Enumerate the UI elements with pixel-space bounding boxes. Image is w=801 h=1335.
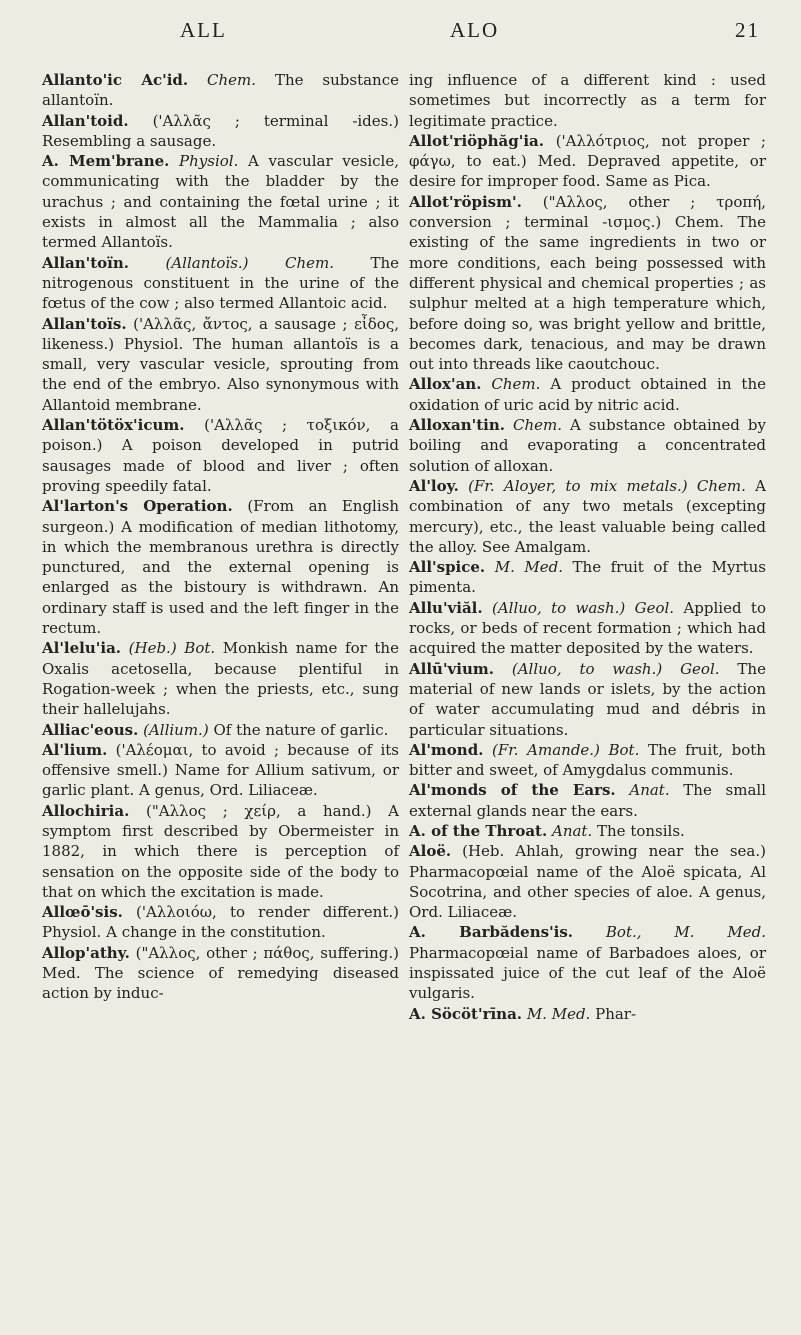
- entry-headword: Al'mond.: [409, 740, 484, 759]
- dictionary-entry: [409, 192, 766, 375]
- entry-headword: Allot'röpism'.: [409, 192, 522, 211]
- entry-label: Chem.: [512, 416, 562, 435]
- left-column: [42, 70, 399, 1004]
- dictionary-entry: [409, 374, 766, 415]
- entry-label: Anat.: [552, 821, 593, 840]
- entry-headword: Al'lelu'ia.: [42, 639, 122, 658]
- entry-definition: A product obtained in the oxidation of uric acid by nitric acid.: [409, 375, 766, 414]
- dictionary-entry: [42, 740, 399, 801]
- entry-headword: All'spice.: [409, 558, 486, 577]
- dictionary-entry: [409, 476, 766, 557]
- page-header: [0, 18, 801, 58]
- entry-definition: The nitrogenous constituent in the urine of the fœtus of the cow ; also termed Allantoic acid.: [42, 253, 399, 313]
- entry-definition: ing influence of a different kind : used sometimes but incorrectly as a term for legitimate practice.: [409, 71, 766, 130]
- dictionary-entry: [409, 821, 766, 841]
- entry-headword: Allox'an.: [409, 375, 482, 394]
- entry-definition: ('Αλλᾶς ; τοξικόν, a poison.) A poison developed in putrid sausages made of blood and liver ; often proving speedily fatal.: [42, 416, 399, 495]
- dictionary-entry: [409, 841, 766, 922]
- entry-headword: Alliac'eous.: [42, 720, 139, 739]
- page-number: 21: [735, 18, 760, 42]
- entry-definition: A vascular vesicle, communicating with the bladder by the urachus ; and containing the fœtal urine ; it exists in almost all the Mammalia ; also termed Allantoïs.: [42, 152, 399, 252]
- dictionary-entry: [42, 151, 399, 252]
- dictionary-entry: [42, 496, 399, 638]
- entry-headword: Alloxan'tin.: [409, 416, 505, 435]
- entry-definition: Phar-: [595, 1004, 637, 1023]
- entry-headword: A. of the Throat.: [409, 821, 548, 840]
- entry-label: (Fr. Amande.) Bot.: [492, 740, 640, 759]
- entry-headword: Allœō'sis.: [42, 903, 123, 922]
- dictionary-entry: [42, 943, 399, 1004]
- entry-definition: ('Αλλότριος, not proper ; φάγω, to eat.) Med. Depraved appetite, or desire for improper food. Same as Pica.: [409, 131, 766, 191]
- dictionary-entry: [42, 70, 399, 111]
- entry-definition: (Heb. Ahlah, growing near the sea.) Pharmacopœial name of the Aloë spicata, Al Socotrina, and other species of aloe. A genus, Ord. Liliaceæ.: [409, 842, 766, 922]
- dictionary-entry: [409, 922, 766, 1003]
- entry-headword: Allan'toïs.: [42, 314, 127, 333]
- entry-label: (Allantoïs.) Chem.: [165, 253, 334, 272]
- entry-headword: Allanto'ic Ac'id.: [42, 71, 189, 89]
- entry-definition: Applied to rocks, or beds of recent formation ; which had acquired the matter deposited by the waters.: [409, 598, 766, 658]
- dictionary-entry: [409, 557, 766, 598]
- entry-headword: Allochiria.: [42, 801, 130, 820]
- entry-definition: Monkish name for the Oxalis acetosella, because plentiful in Rogation-week ; when the priests, etc., sung their hallelujahs.: [42, 639, 399, 719]
- entry-headword: Allu'viăl.: [409, 598, 483, 617]
- entry-definition: A substance obtained by boiling and evaporating a concentrated solution of alloxan.: [409, 416, 766, 475]
- entry-definition: ("Αλλος, other ; πάθος, suffering.) Med. The science of remedying diseased action by induc-: [42, 943, 399, 1003]
- entry-label: Anat.: [629, 781, 670, 800]
- running-head-left: ALL: [180, 18, 227, 42]
- entry-headword: Allot'riöphăg'ia.: [409, 131, 544, 150]
- dictionary-entry: [42, 111, 399, 152]
- entry-headword: A. Barbădens'is.: [409, 923, 574, 942]
- dictionary-entry: [409, 780, 766, 821]
- entry-headword: Aloë.: [409, 842, 452, 861]
- entry-headword: A. Mem'brane.: [42, 152, 170, 171]
- entry-label: Chem.: [491, 375, 541, 394]
- dictionary-entry: [42, 314, 399, 415]
- entry-label: (Heb.) Bot.: [128, 639, 216, 658]
- entry-label: Bot., M. Med.: [605, 923, 766, 942]
- dictionary-entry: [42, 638, 399, 719]
- dictionary-entry: [409, 1004, 766, 1024]
- entry-label: M. Med.: [494, 558, 563, 577]
- entry-label: (Allium.): [143, 720, 209, 739]
- entry-definition: The tonsils.: [597, 821, 685, 840]
- entry-headword: Allū'vium.: [409, 659, 494, 678]
- dictionary-entry: [409, 740, 766, 781]
- entry-definition: (From an English surgeon.) A modification of median lithotomy, in which the membranous urethra is directly punctured, and the external opening is enlarged as the bistoury is withdrawn. An ordinary staff is used and the left finger in the rectum.: [42, 497, 399, 638]
- dictionary-entry: [42, 902, 399, 943]
- dictionary-entry: [409, 598, 766, 659]
- entry-definition: ('Αλλᾶς ; terminal -ides.) Resembling a sausage.: [42, 111, 399, 150]
- entry-label: M. Med.: [526, 1004, 591, 1023]
- entry-definition: The fruit of the Myrtus pimenta.: [409, 558, 766, 597]
- entry-headword: Allan'toïn.: [42, 253, 130, 272]
- entry-headword: Al'lium.: [42, 740, 108, 759]
- entry-label: (Alluo, to wash.) Geol.: [511, 659, 720, 678]
- entry-label: Physiol.: [179, 152, 239, 171]
- entry-definition: ('Αλέομαι, to avoid ; because of its offensive smell.) Name for Allium sativum, or garlic plant. A genus, Ord. Liliaceæ.: [42, 740, 399, 800]
- right-column: [409, 70, 766, 1024]
- entry-definition: The small external glands near the ears.: [409, 781, 766, 820]
- entry-definition: ("Αλλος ; χείρ, a hand.) A symptom first described by Obermeister in 1882, in which there is perception of sensation on the opposite side of the body to that on which the excitation is made.: [42, 801, 399, 901]
- entry-headword: A. Söcöt'rīna.: [409, 1004, 523, 1023]
- entry-headword: Al'larton's Operation.: [42, 497, 233, 516]
- entry-headword: Al'loy.: [409, 476, 459, 495]
- dictionary-entry: [409, 659, 766, 740]
- entry-definition: ("Αλλος, other ; τροπή, conversion ; terminal -ισμος.) Chem. The existing of the same ingredients in two or more conditions, each being possessed with different physical and chemical properties ; as sulphur melted at a high temperature which, before doing so, was bright yellow and brittle, becomes dark, tenacious, and may be drawn out into threads like caoutchouc.: [409, 192, 766, 374]
- entry-label: Chem.: [207, 71, 257, 89]
- entry-headword: Allop'athy.: [42, 943, 130, 962]
- entry-label: (Fr. Aloyer, to mix metals.) Chem.: [468, 476, 746, 495]
- dictionary-entry: [42, 720, 399, 740]
- entry-definition: A combination of any two metals (excepting mercury), etc., the least valuable being called the alloy. See Amalgam.: [409, 476, 766, 556]
- dictionary-entry: [42, 253, 399, 314]
- entry-definition: ('Αλλᾶς, ἄντος, a sausage ; εἶδος, likeness.) Physiol. The human allantoïs is a small, very vascular vesicle, sprouting from the end of the embryo. Also synonymous with Allantoid membrane.: [42, 314, 399, 414]
- entry-label: (Alluo, to wash.) Geol.: [491, 598, 675, 617]
- entry-definition: ('Αλλοιόω, to render different.) Physiol. A change in the constitution.: [42, 903, 399, 942]
- dictionary-entry: [409, 131, 766, 192]
- entry-definition: Of the nature of garlic.: [213, 720, 389, 739]
- entry-definition: Pharmacopœial name of Barbadoes aloes, or inspissated juice of the cut leaf of the Aloë vulgaris.: [409, 943, 766, 1003]
- running-head-center: ALO: [450, 18, 500, 42]
- entry-headword: Allan'toid.: [42, 111, 129, 130]
- dictionary-entry: [42, 415, 399, 496]
- entry-headword: Allan'tötöx'icum.: [42, 416, 185, 435]
- dictionary-entry: [42, 801, 399, 902]
- entry-definition: The material of new lands or islets, by the action of water accumulating mud and débris in particular situations.: [409, 659, 766, 739]
- dictionary-entry: [409, 70, 766, 131]
- dictionary-entry: [409, 415, 766, 476]
- entry-definition: The fruit, both bitter and sweet, of Amygdalus communis.: [409, 740, 766, 780]
- entry-headword: Al'monds of the Ears.: [409, 781, 616, 800]
- entry-definition: The substance allantoïn.: [42, 71, 399, 110]
